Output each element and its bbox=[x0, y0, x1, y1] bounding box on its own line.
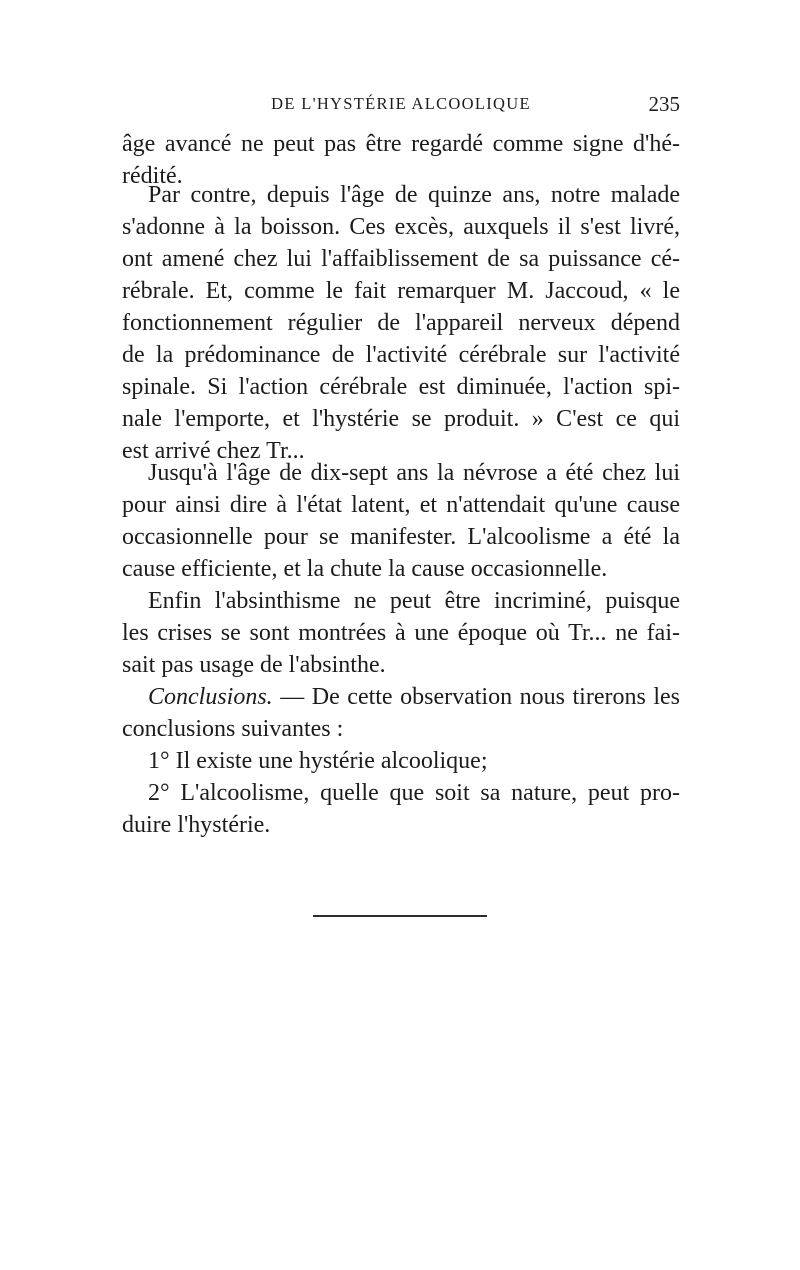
text-line-13: pour ainsi dire à l'état latent, et n'attendait qu'une cause bbox=[122, 492, 680, 518]
text-line-17: les crises se sont montrées à une époque où Tr... ne fai- bbox=[122, 620, 680, 646]
running-head bbox=[122, 92, 680, 122]
conclusions-label: Conclusions. bbox=[148, 684, 273, 710]
text-line-10: nale l'emporte, et l'hystérie se produit. » C'est ce qui bbox=[122, 406, 680, 432]
text-line-18: sait pas usage de l'absinthe. bbox=[122, 652, 386, 678]
text-line-22: 2° L'alcoolisme, quelle que soit sa nature, peut pro- bbox=[148, 780, 680, 806]
text-line-5: ont amené chez lui l'affaiblissement de sa puissance cé- bbox=[122, 246, 680, 272]
text-line-19: De cette observation nous tirerons les bbox=[311, 684, 681, 710]
text-line-15: cause efficiente, et la chute la cause occasionnelle. bbox=[122, 556, 608, 582]
closing-rule bbox=[313, 915, 487, 917]
text-line-20: conclusions suivantes : bbox=[122, 716, 344, 742]
text-line-3: Par contre, depuis l'âge de quinze ans, notre malade bbox=[148, 182, 680, 208]
text-line-16: Enfin l'absinthisme ne peut être incriminé, puisque bbox=[148, 588, 680, 614]
text-line-12: Jusqu'à l'âge de dix-sept ans la névrose a été chez lui bbox=[148, 460, 680, 486]
text-line-8: de la prédominance de l'activité cérébrale sur l'activité bbox=[122, 342, 680, 368]
text-line-23: duire l'hystérie. bbox=[122, 812, 271, 838]
text-line-11: est arrivé chez Tr... bbox=[122, 438, 305, 464]
conclusions-dash: — bbox=[272, 684, 312, 710]
text-line-7: fonctionnement régulier de l'appareil nerveux dépend bbox=[122, 310, 680, 336]
text-line-14: occasionnelle pour se manifester. L'alcoolisme a été la bbox=[122, 524, 680, 550]
text-line-6: rébrale. Et, comme le fait remarquer M. Jaccoud, « le bbox=[122, 278, 680, 304]
text-line-1: âge avancé ne peut pas être regardé comme signe d'hé- bbox=[122, 131, 680, 157]
page-number: 235 bbox=[648, 92, 680, 116]
running-title: DE L'HYSTÉRIE ALCOOLIQUE bbox=[271, 94, 531, 113]
conclusions-paragraph-line bbox=[148, 681, 680, 713]
text-line-9: spinale. Si l'action cérébrale est diminuée, l'action spi- bbox=[122, 374, 680, 400]
text-line-4: s'adonne à la boisson. Ces excès, auxquels il s'est livré, bbox=[122, 214, 680, 240]
text-line-21: 1° Il existe une hystérie alcoolique; bbox=[148, 748, 488, 774]
text-line-2: rédité. bbox=[122, 163, 183, 189]
